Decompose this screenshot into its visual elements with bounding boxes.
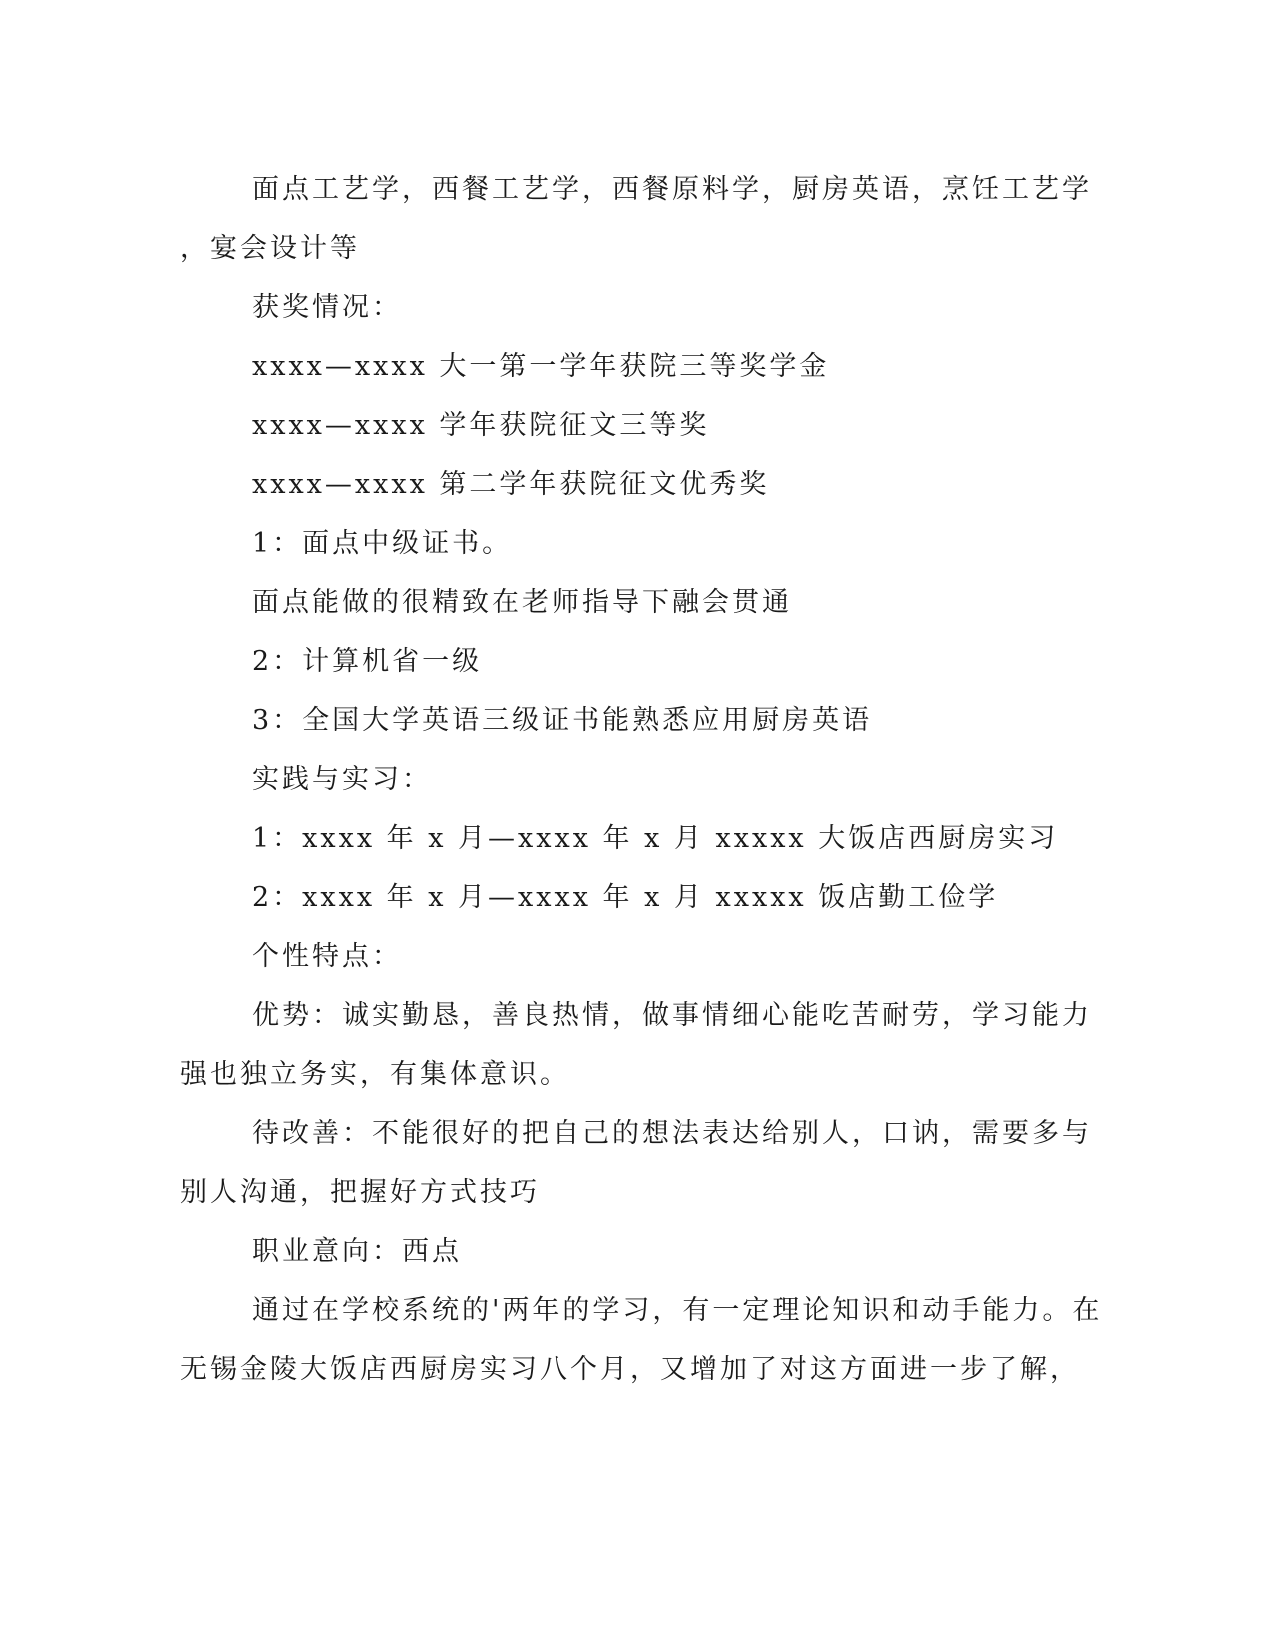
practice-item-1: 1：xxxx 年 x 月—xxxx 年 x 月 xxxxx 大饭店西厨房实习	[252, 823, 1059, 854]
award-item-1: xxxx—xxxx 大一第一学年获院三等奖学金	[252, 351, 830, 382]
strengths-line-1: 优势：诚实勤恳，善良热情，做事情细心能吃苦耐劳，学习能力	[252, 1000, 1092, 1031]
certificate-item-1: 1：面点中级证书。	[252, 528, 513, 559]
courses-line-1: 面点工艺学，西餐工艺学，西餐原料学，厨房英语，烹饪工艺学	[252, 174, 1092, 205]
certificate-item-2: 2：计算机省一级	[252, 646, 483, 677]
summary-line-1: 通过在学校系统的'两年的学习，有一定理论知识和动手能力。在	[252, 1295, 1103, 1326]
certificate-item-3: 3：全国大学英语三级证书能熟悉应用厨房英语	[252, 705, 873, 736]
strengths-line-2: 强也独立务实，有集体意识。	[180, 1059, 570, 1090]
improvements-line-1: 待改善：不能很好的把自己的想法表达给别人，口讷，需要多与	[252, 1118, 1092, 1149]
award-item-3: xxxx—xxxx 第二学年获院征文优秀奖	[252, 469, 770, 500]
courses-line-2: ，宴会设计等	[180, 233, 360, 264]
practice-item-2: 2：xxxx 年 x 月—xxxx 年 x 月 xxxxx 饭店勤工俭学	[252, 882, 999, 913]
awards-heading: 获奖情况：	[252, 292, 402, 323]
career-intention: 职业意向：西点	[252, 1236, 462, 1267]
award-item-2: xxxx—xxxx 学年获院征文三等奖	[252, 410, 710, 441]
personality-heading: 个性特点：	[252, 941, 402, 972]
practice-heading: 实践与实习：	[252, 764, 432, 795]
document-body	[180, 160, 1103, 1399]
certificate-note-1: 面点能做的很精致在老师指导下融会贯通	[252, 587, 792, 618]
summary-line-2: 无锡金陵大饭店西厨房实习八个月，又增加了对这方面进一步了解，	[180, 1354, 1080, 1385]
improvements-line-2: 别人沟通，把握好方式技巧	[180, 1177, 540, 1208]
